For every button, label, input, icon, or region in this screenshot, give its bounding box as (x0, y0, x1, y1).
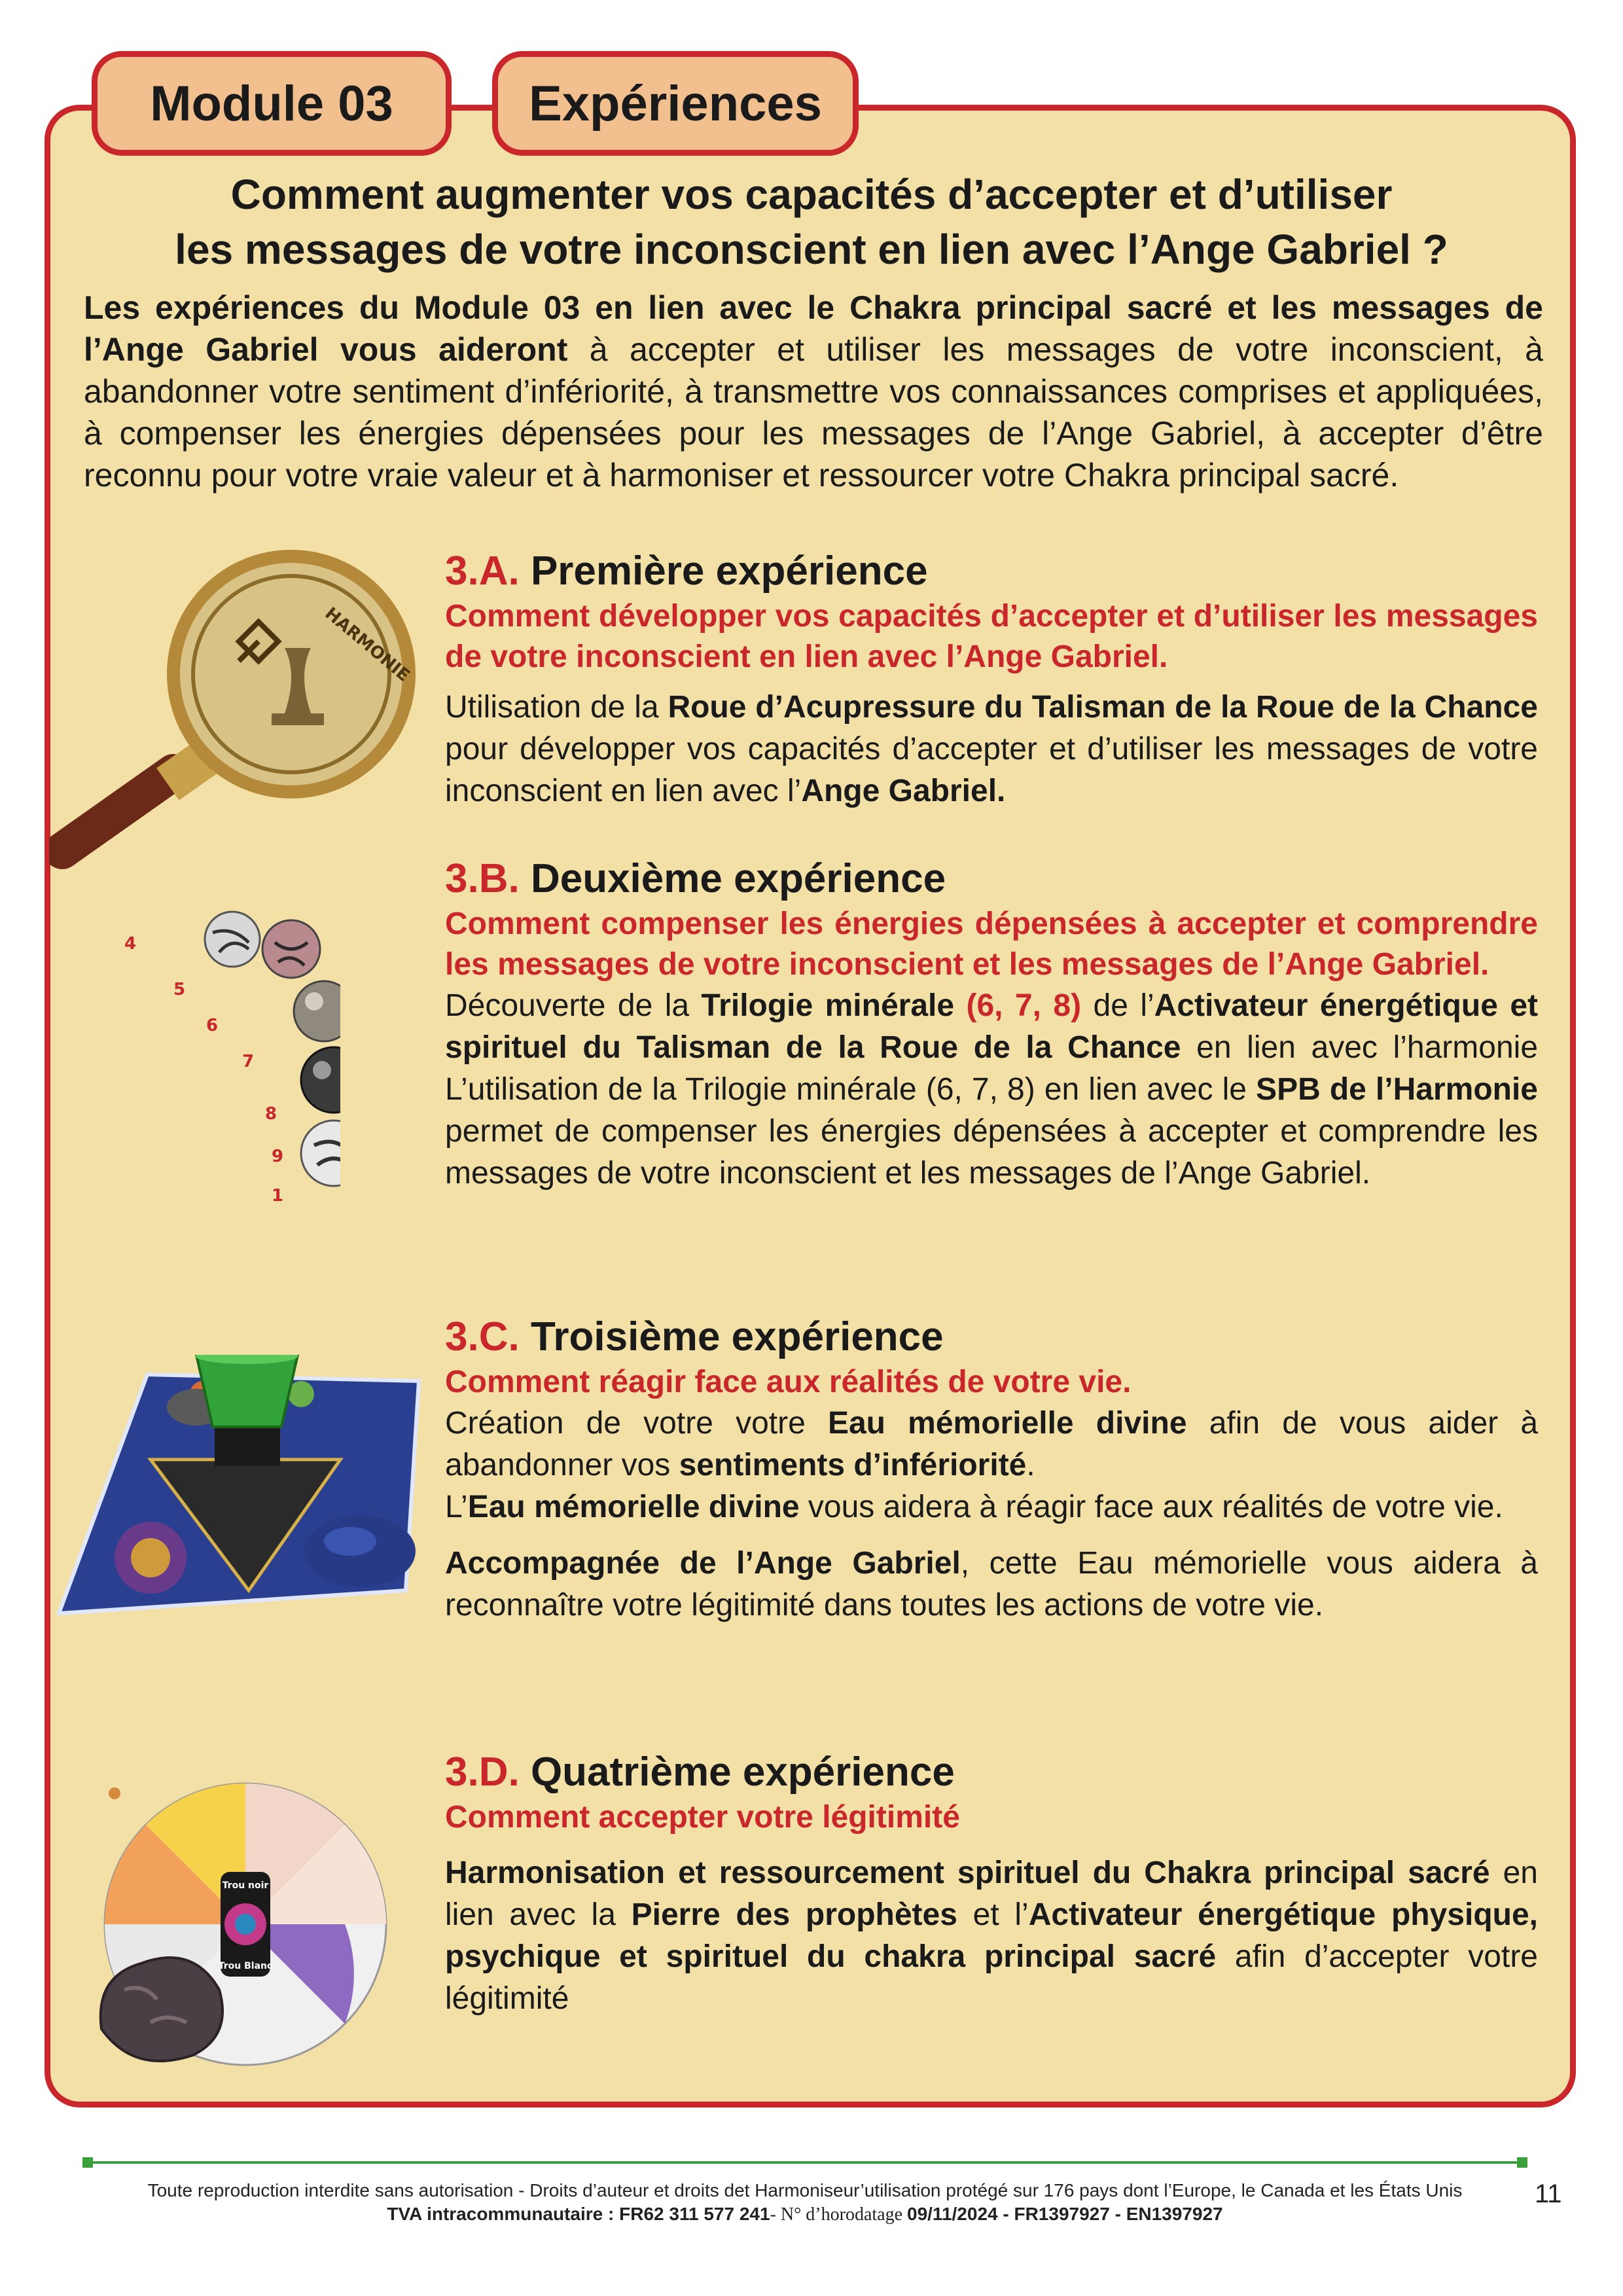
text-span: pour développer vos capacités d’accepter et d’utiliser les messages de votre inconscient en lien avec l’ (445, 732, 1538, 808)
intro-text: à accepter et utiliser les messages de votre inconscient, à abandonner votre sentiment d’infériorité, à transmettre vos connaissances comprises et appliquées, à compenser les énergies dépensées pour les messages de l’Ange Gabriel, à accepter d’être reconnu pour votre vraie valeur et à harmoniser et ressourcer votre Chakra principal sacré. (84, 331, 1543, 493)
text-span: permet de compenser les énergies dépensées à accepter et comprendre les messages de votre inconscient et les messages de l’Ange Gabriel. (445, 1114, 1538, 1191)
bold-span: Accompagnée de l’Ange Gabriel (445, 1546, 961, 1581)
text-span: - N° d’horodatage (770, 2204, 907, 2225)
text-span: Utilisation de la (445, 690, 668, 725)
section-c-number: 3.C. (445, 1314, 520, 1359)
text-span: en lien avec la (445, 1856, 1538, 1932)
section-b (445, 854, 1538, 1194)
section-c (445, 1312, 1538, 1626)
section-d-body (445, 1852, 1538, 2020)
page-headline (92, 167, 1531, 277)
beads-image (65, 910, 340, 1250)
bold-span: 09/11/2024 - FR1397927 - EN1397927 (907, 2204, 1223, 2224)
bold-span: SPB de l’Harmonie (1256, 1072, 1538, 1107)
text-span: Découverte de la (445, 988, 702, 1023)
section-b-heading: Deuxième expérience (519, 856, 946, 901)
section-a-title (445, 547, 1538, 596)
module-tab (92, 51, 452, 156)
text-span: L’ (445, 1490, 468, 1524)
footer-divider (85, 2161, 1525, 2164)
bold-span: Activateur énergétique et spirituel du Talisman de la Roue de la Chance (445, 988, 1539, 1065)
bold-span: Activateur énergétique physique, psychique et spirituel du chakra principal sacré (445, 1897, 1538, 1974)
bold-span: Eau mémorielle divine (467, 1490, 800, 1524)
section-c-heading: Troisième expérience (519, 1314, 944, 1359)
bead-number-4: 4 (124, 934, 137, 954)
footer-copyright: Toute reproduction interdite sans autorisation - Droits d’auteur et droits det Harmoniseur’utilisation protégé sur 176 pays dont l’Europe, le Canada et les États Unis (147, 2180, 1463, 2200)
text-span: de l’ (1081, 988, 1154, 1023)
section-d-heading: Quatrième expérience (519, 1749, 955, 1795)
footer-dot-right (1517, 2157, 1527, 2168)
section-c-body-1 (445, 1403, 1538, 1528)
section-tab (492, 51, 859, 156)
bold-span: TVA intracommunautaire : FR62 311 577 241 (387, 2204, 770, 2224)
section-b-subtitle: Comment compenser les énergies dépensées à accepter et comprendre les messages de votre inconscient et les messages de l’Ange Gabriel. (445, 906, 1538, 982)
bold-span: Pierre des prophètes (631, 1897, 957, 1932)
section-a-number: 3.A. (445, 548, 520, 594)
section-b-title (445, 854, 1538, 904)
bead-number-9: 9 (272, 1147, 284, 1166)
bold-span: Trilogie minérale (701, 988, 955, 1023)
red-span: (6, 7, 8) (954, 988, 1082, 1023)
module-tab-label: Module 03 (150, 75, 393, 132)
section-d (445, 1748, 1538, 2020)
intro-paragraph (84, 287, 1543, 496)
bead-number-6: 6 (206, 1016, 219, 1035)
section-d-title (445, 1748, 1538, 1797)
section-tab-label: Expériences (529, 75, 822, 132)
text-span: , cette Eau mémorielle vous aidera à reconnaître votre légitimité dans toutes les actions de votre vie. (445, 1546, 1538, 1623)
section-a (445, 547, 1538, 812)
bold-span: sentiments d’infériorité (679, 1448, 1027, 1482)
headline-line-1: Comment augmenter vos capacités d’accepter et d’utiliser (230, 171, 1393, 218)
footer-dot-left (82, 2157, 93, 2168)
bead-number-1: 1 (272, 1186, 284, 1206)
section-a-heading: Première expérience (519, 548, 928, 594)
magnifier-image (49, 543, 442, 884)
wheel-image (92, 1767, 393, 2081)
bead-number-5: 5 (173, 980, 186, 999)
text-span: et l’ (957, 1897, 1029, 1932)
bold-span: Eau mémorielle divine (827, 1406, 1187, 1441)
water-glass-image (52, 1355, 432, 1630)
section-d-number: 3.D. (445, 1749, 520, 1795)
section-c-body-2 (445, 1543, 1538, 1626)
page-number: 11 (1535, 2179, 1562, 2208)
section-b-body (445, 985, 1538, 1194)
bead-number-7: 7 (242, 1052, 255, 1071)
text-span: afin de vous aider à abandonner vos (445, 1406, 1539, 1482)
text-span: en lien avec l’harmonie L’utilisation de la Trilogie minérale (6, 7, 8) en lien avec le (445, 1030, 1539, 1107)
headline-line-2: les messages de votre inconscient en lien avec l’Ange Gabriel ? (175, 226, 1448, 273)
bold-span: Harmonisation et ressourcement spirituel du Chakra principal sacré (445, 1856, 1490, 1890)
bead-number-8: 8 (265, 1104, 277, 1124)
section-b-number: 3.B. (445, 856, 520, 901)
bold-span: Roue d’Acupressure du Talisman de la Roue de la Chance (668, 690, 1538, 725)
section-c-subtitle: Comment réagir face aux réalités de votre vie. (445, 1365, 1132, 1399)
text-span: . (1026, 1448, 1035, 1482)
section-a-subtitle: Comment développer vos capacités d’accepter et d’utiliser les messages de votre inconscient en lien avec l’Ange Gabriel. (445, 599, 1538, 674)
section-d-subtitle: Comment accepter votre légitimité (445, 1800, 960, 1835)
section-a-body (445, 687, 1538, 812)
wheel-label-bottom: Trou Blanc (218, 1961, 273, 1971)
wheel-label-top: Trou noir (222, 1880, 269, 1891)
text-span: afin d’accepter votre légitimité (445, 1939, 1538, 2016)
footer-vat (85, 2203, 1525, 2226)
text-span: Création de votre votre (445, 1406, 828, 1441)
magnifier-label: HARMONIE (321, 603, 414, 686)
bold-span: Ange Gabriel. (801, 774, 1006, 808)
intro-bold: Les expériences du Module 03 en lien avec le Chakra principal sacré et les messages de l’Ange Gabriel vous aideront (84, 289, 1543, 368)
section-c-title (445, 1312, 1538, 1362)
text-span: vous aidera à réagir face aux réalités de votre vie. (799, 1490, 1503, 1524)
